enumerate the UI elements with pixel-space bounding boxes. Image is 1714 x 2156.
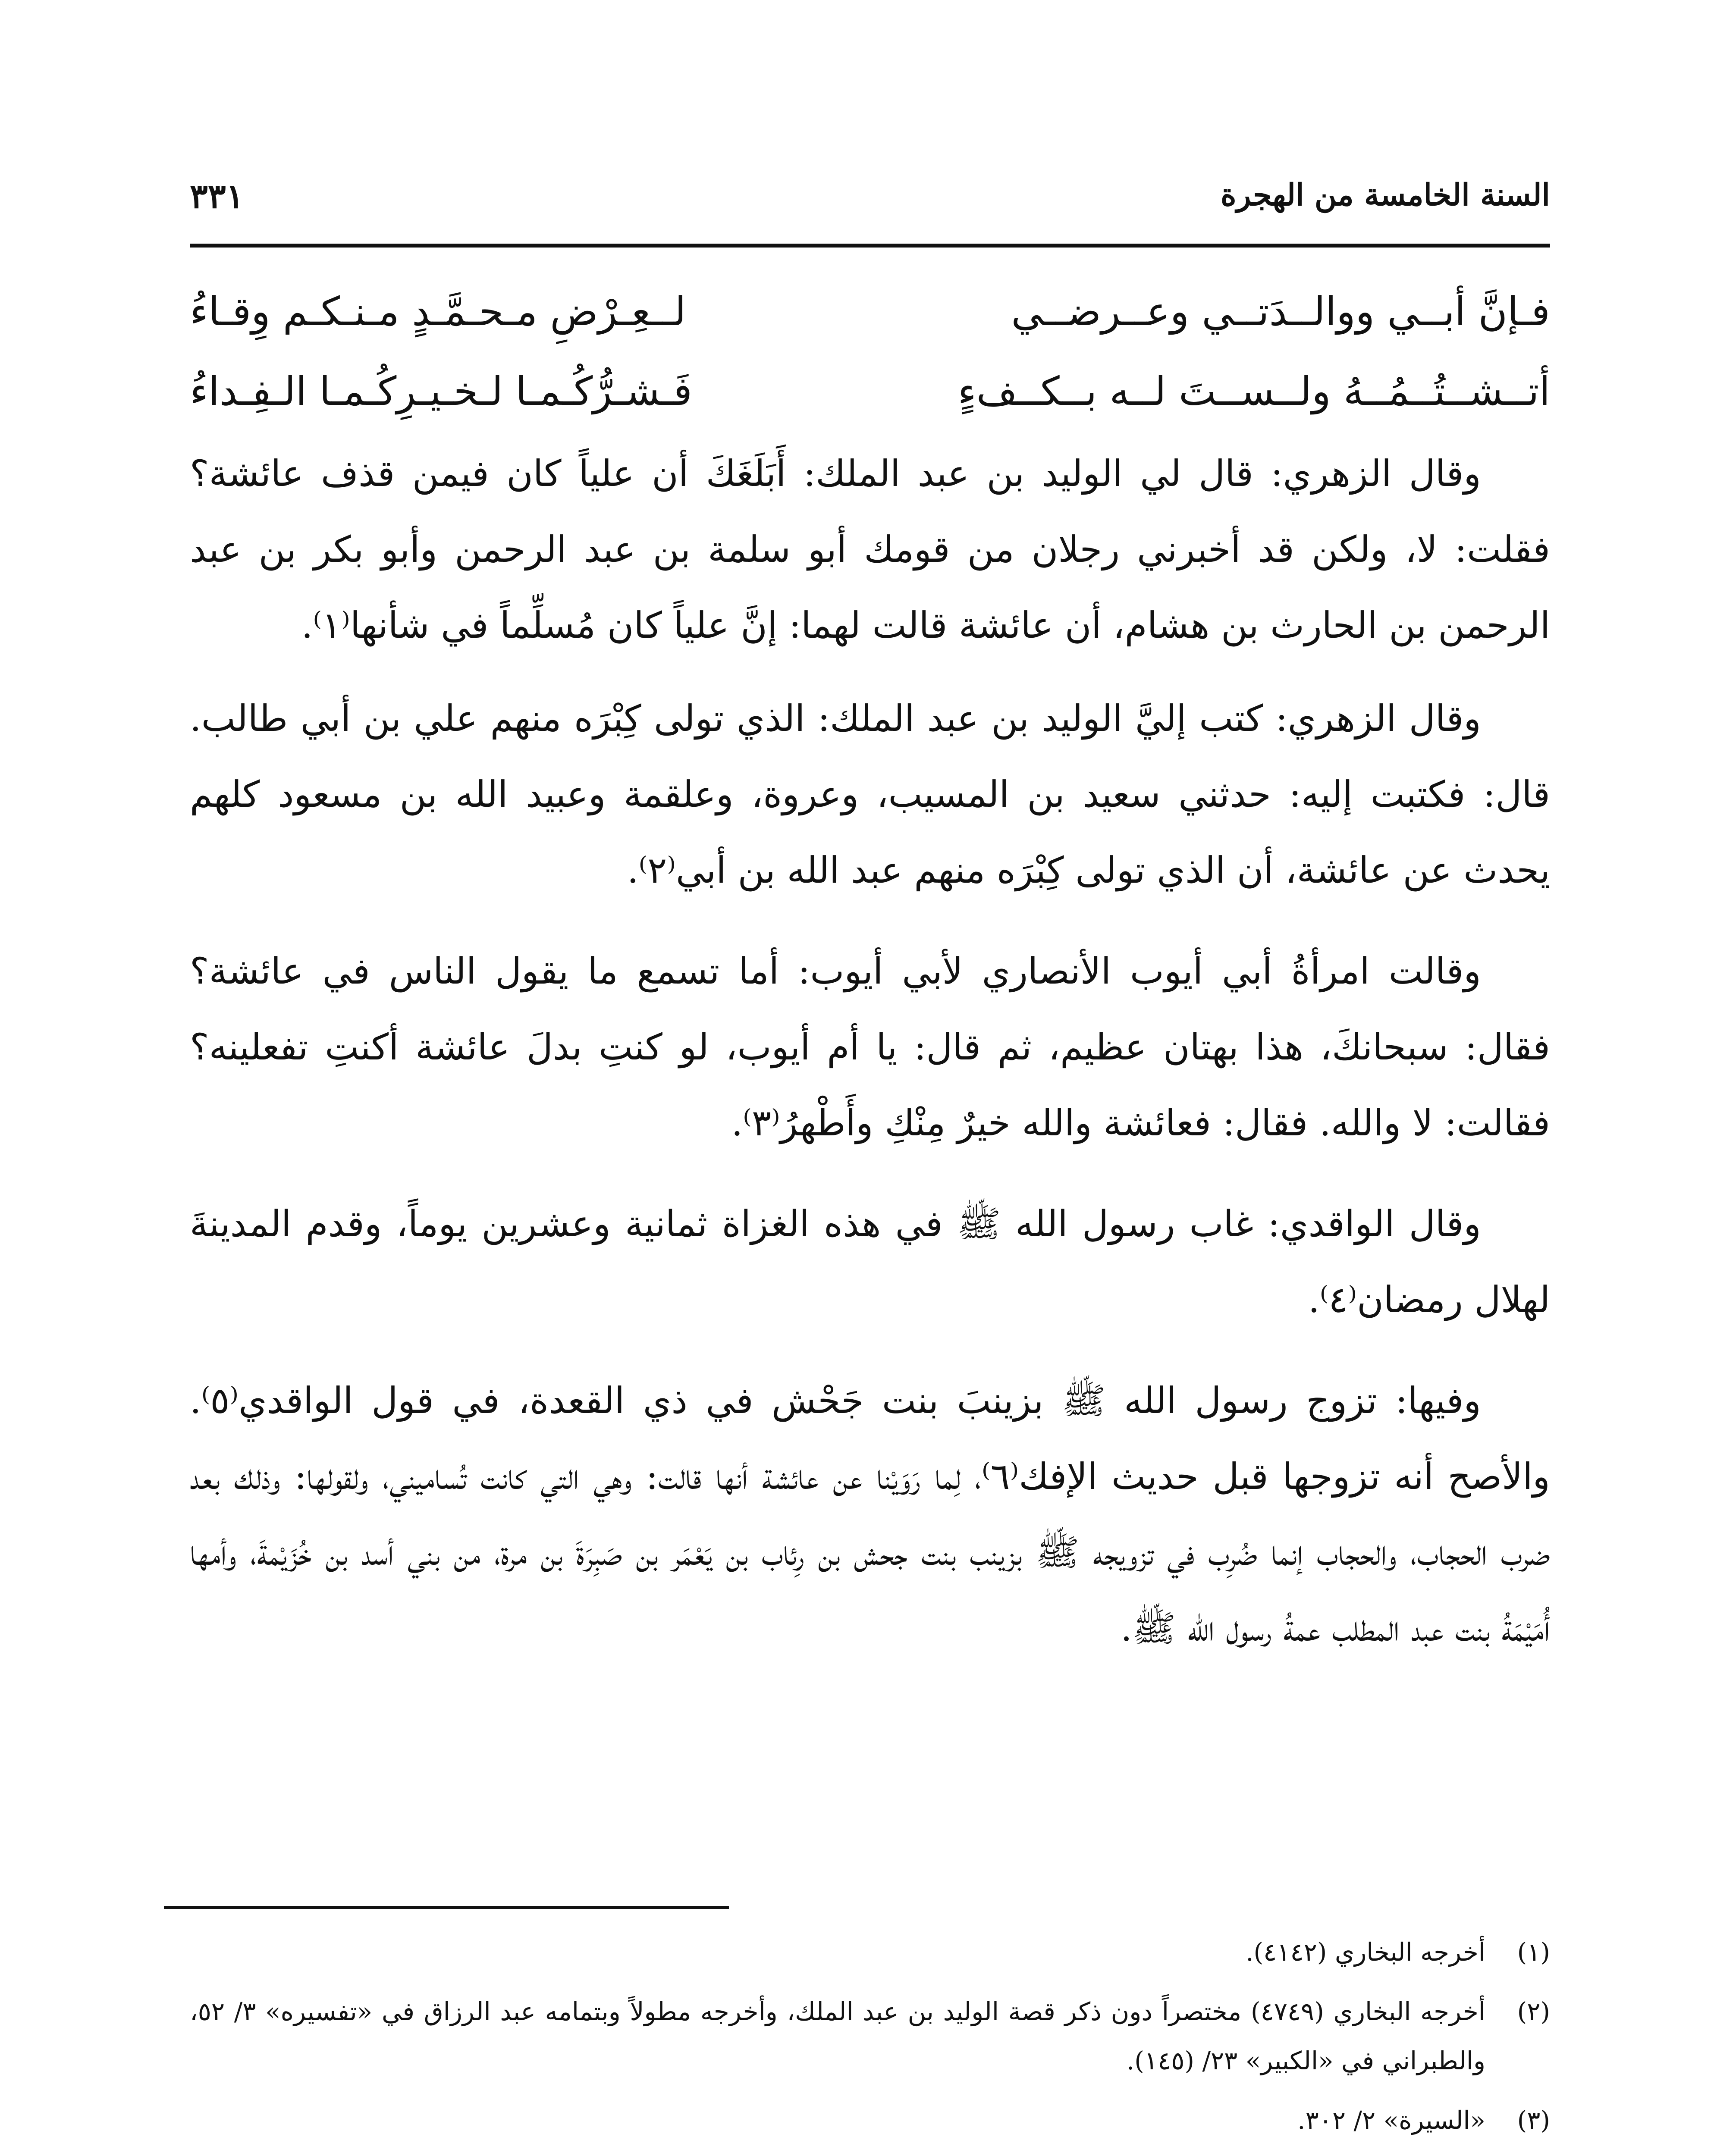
paragraph: وقالت امرأةُ أبي أيوب الأنصاري لأبي أيوب: أما تسمع ما يقول الناس في عائشة؟ فقال: سبحانكَ، هذا بهتان عظيم، ثم قال: يا أم أيوب، لو كنتِ بدلَ عائشة أكنتِ تفعلينه؟ فقالت: لا والله. فقال: فعائشة والله خيرٌ مِنْكِ وأَطْهرُ⁽٣⁾. xyxy=(190,950,1550,1144)
verse-line xyxy=(190,351,1550,431)
main-text xyxy=(190,436,1550,1691)
paragraph: وقال الزهري: كتب إليَّ الوليد بن عبد الملك: الذي تولى كِبْرَه منهم علي بن أبي طالب. قال: فكتبت إليه: حدثني سعيد بن المسيب، وعروة، وعلقمة وعبيد الله بن مسعود كلهم يحدث عن عائشة، أن الذي تولى كِبْرَه منهم عبد الله بن أبي⁽٢⁾. xyxy=(190,697,1550,891)
paragraph: وقال الزهري: قال لي الوليد بن عبد الملك: أَبَلَغَكَ أن علياً كان فيمن قذف عائشة؟ فقلت: لا، ولكن قد أخبرني رجلان من قومك أبو سلمة بن عبد الرحمن وأبو بكر بن عبد الرحمن بن الحارث بن هشام، أن عائشة قالت لهما: إنَّ علياً كان مُسلِّماً في شأنها⁽١⁾. xyxy=(190,452,1550,646)
paragraph: وقال الواقدي: غاب رسول الله ﷺ في هذه الغزاة ثمانية وعشرين يوماً، وقدم المدينةَ لهلال رمضان⁽٤⁾. xyxy=(190,1203,1550,1321)
footnote xyxy=(190,1927,1550,1977)
footnotes xyxy=(190,1927,1550,2156)
verse-second-hemistich: فَـشـرُّكُـمـا لـخـيـرِكُـمـا الـفِـداءُ xyxy=(190,368,693,414)
verse-line xyxy=(190,272,1550,351)
footnote-number: (٢) xyxy=(1517,1997,1550,2026)
poem xyxy=(190,272,1550,431)
verse-first-hemistich: فـإنَّ أبــي ووالــدَتــي وعــرضــي xyxy=(1011,288,1550,335)
page-number: ٣٣١ xyxy=(190,177,244,216)
footnote-number: (١) xyxy=(1517,1937,1550,1967)
verse-second-hemistich: لــعِـرْضِ مـحـمَّـدٍ مـنـكـم وِقـاءُ xyxy=(190,288,686,335)
paragraph: وفيها: تزوج رسول الله ﷺ بزينبَ بنت جَحْش في ذي القعدة، في قول الواقدي⁽٥⁾. والأصح أنه تزوجها قبل حديث الإفك⁽٦⁾، لِما رَوَيْنا عن عائشة أنها قالت: وهي التي كانت تُساميني، ولقولها: وذلك بعد ضرب الحجاب، والحجاب إنما ضُرِب في تزويجه ﷺ بزينب بنت جحش بن رِئاب بن يَعْمَر بن صَبِرَةَ بن مرة، من بني أسد بن خُزَيْمةَ، وأمها أُمَيْمَةُ بنت عبد المطلب عمةُ رسول الله ﷺ. xyxy=(190,1379,1551,1649)
page-header xyxy=(190,164,1550,233)
footnote-text: أخرجه البخاري (٤١٤٢). xyxy=(1246,1937,1485,1967)
footnote xyxy=(190,1987,1550,2085)
header-divider xyxy=(190,244,1550,248)
verse-first-hemistich: أتــشــتُــمُــهُ ولــســتَ لــه بــكــفءٍ xyxy=(957,368,1550,414)
running-title: السنة الخامسة من الهجرة xyxy=(1220,177,1550,213)
footnote-text: «السيرة» ٢/ ٣٠٢. xyxy=(1297,2106,1485,2135)
footnote-text: أخرجه البخاري (٤٧٤٩) مختصراً دون ذكر قصة الوليد بن عبد الملك، وأخرجه مطولاً وبتمامه عبد الرزاق في «تفسيره» ٣/ ٥٢، والطبراني في «الكبير» ٢٣/ (١٤٥). xyxy=(190,1997,1485,2075)
footnote xyxy=(190,2096,1550,2145)
footnote-divider xyxy=(164,1906,729,1909)
footnote-number: (٣) xyxy=(1517,2106,1550,2135)
